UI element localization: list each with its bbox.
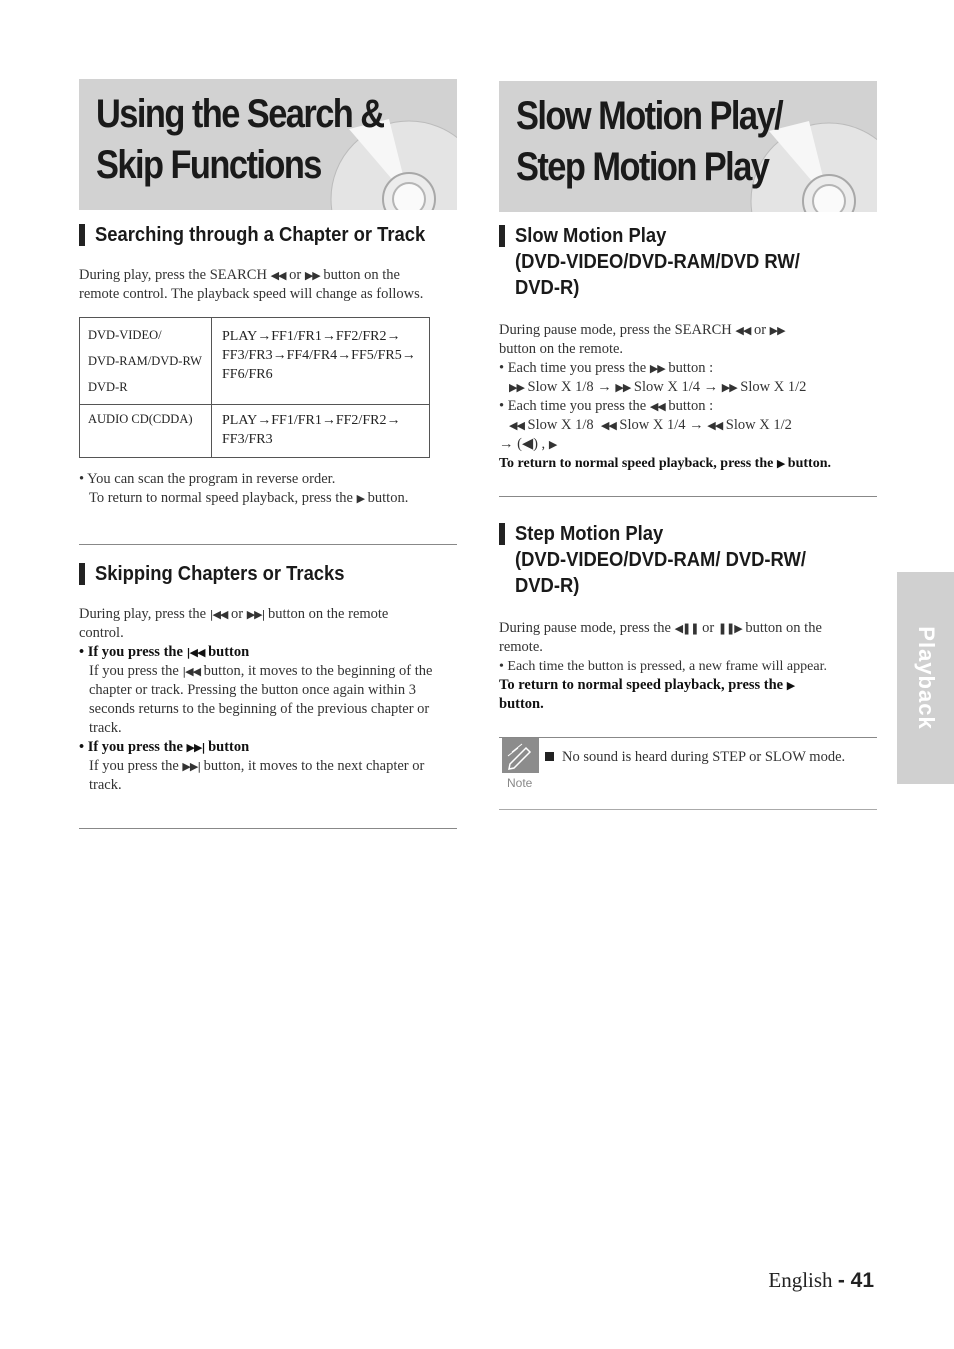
skip-next-icon: ▶▶|	[246, 608, 265, 621]
left-title-banner	[79, 79, 457, 210]
rewind-icon: ◀◀	[735, 324, 751, 337]
title-line-2: Skip Functions	[96, 143, 321, 187]
right-title-banner	[499, 81, 877, 212]
divider	[499, 737, 877, 738]
play-icon: ▶	[356, 492, 365, 505]
disc-types-cell: AUDIO CD(CDDA)	[80, 405, 212, 458]
divider	[499, 809, 877, 810]
fast-forward-icon: ▶▶	[769, 324, 785, 337]
scan-note: • You can scan the program in reverse order. To return to normal speed playback, press the ▶ button.	[79, 471, 409, 506]
search-intro: During play, press the SEARCH ◀◀ or ▶▶ button on the remote control. The playback speed will change as follows.	[79, 267, 424, 302]
skip-previous-icon: |◀◀	[209, 608, 228, 621]
right-page-title	[516, 91, 782, 193]
table-row	[80, 405, 430, 458]
title-line-1: Using the Search &	[96, 92, 384, 136]
step-motion-heading: Step Motion Play (DVD-VIDEO/DVD-RAM/ DVD-RW/ DVD-R)	[499, 521, 831, 599]
skip-next-icon: ▶▶|	[182, 760, 201, 773]
rewind-icon: ◀◀	[600, 419, 616, 432]
disc-types-cell: DVD-VIDEO/ DVD-RAM/DVD-RW DVD-R	[80, 318, 212, 405]
section-tab-label: Playback	[913, 626, 939, 730]
rewind-icon: ◀◀	[707, 419, 723, 432]
step-motion-body: During pause mode, press the ◀❚❚ or ❚❚▶ button on the remote. • Each time the button is pressed, a new frame will appear. To return to normal speed playback, press the ▶ button.	[499, 620, 827, 712]
note-text: No sound is heard during STEP or SLOW mode.	[545, 748, 885, 767]
slow-motion-heading: Slow Motion Play (DVD-VIDEO/DVD-RAM/DVD RW/ DVD-R)	[499, 223, 825, 301]
skip-previous-icon: |◀◀	[182, 665, 201, 678]
skip-previous-icon: |◀◀	[186, 646, 205, 659]
table-row	[80, 318, 430, 405]
rewind-icon: ◀◀	[509, 419, 524, 432]
section-tab-playback	[897, 572, 954, 784]
fast-forward-icon: ▶▶	[649, 362, 665, 375]
page-footer	[768, 1268, 874, 1293]
play-icon: ▶	[776, 457, 785, 470]
divider	[499, 496, 877, 497]
pencil-note-icon	[502, 738, 539, 773]
fast-forward-icon: ▶▶	[615, 381, 631, 394]
skip-heading: Skipping Chapters or Tracks	[79, 561, 366, 587]
slow-motion-body: During pause mode, press the SEARCH ◀◀ or ▶▶ button on the remote. • Each time you press the ▶▶ button : ▶▶ Slow X 1/8 → ▶▶ Slow X 1/4 → ▶▶ Slow X 1/2 • Each time you press the ◀◀ button : ◀◀ Slow X 1/8 ◀◀ Slow X 1/4 → ◀◀ Slow X 1/2 → (◀) , ▶ To return to normal speed playback, press the ▶ button.	[499, 322, 831, 471]
square-bullet-icon	[545, 752, 554, 761]
fast-forward-icon: ▶▶	[304, 269, 320, 282]
rewind-icon: ◀◀	[649, 400, 665, 413]
step-back-icon: ◀❚❚	[674, 622, 699, 635]
note-label: Note	[507, 776, 533, 790]
speed-sequence-cell: PLAY→FF1/FR1→FF2/FR2→ FF3/FR3→FF4/FR4→FF5/FR5→ FF6/FR6	[212, 318, 430, 405]
footer-language: English	[768, 1268, 833, 1292]
title-line-2: Step Motion Play	[516, 145, 769, 189]
speed-sequence-cell: PLAY→FF1/FR1→FF2/FR2→ FF3/FR3	[212, 405, 430, 458]
search-speed-table	[79, 317, 430, 458]
fast-forward-icon: ▶▶	[721, 381, 737, 394]
title-line-1: Slow Motion Play/	[516, 94, 783, 138]
play-icon: ▶	[548, 438, 557, 451]
search-heading: Searching through a Chapter or Track	[79, 222, 454, 248]
play-icon: ▶	[786, 679, 795, 692]
step-forward-icon: ❚❚▶	[717, 622, 742, 635]
rewind-icon: ◀◀	[270, 269, 286, 282]
divider	[79, 544, 457, 545]
left-page-title	[96, 89, 384, 191]
fast-forward-icon: ▶▶	[509, 381, 524, 394]
page-number: - 41	[837, 1269, 874, 1292]
divider	[79, 828, 457, 829]
skip-next-icon: ▶▶|	[186, 741, 205, 754]
skip-body: During play, press the |◀◀ or ▶▶| button on the remote control. • If you press the |◀◀ button If you press the |◀◀ button, it moves to the beginning of the chapter or track. Pressing the button once again within 3 seconds returns to the beginning of the previous chapter or track. • If you press the ▶▶| button If you press the ▶▶| button, it moves to the next chapter or track.	[79, 606, 433, 793]
